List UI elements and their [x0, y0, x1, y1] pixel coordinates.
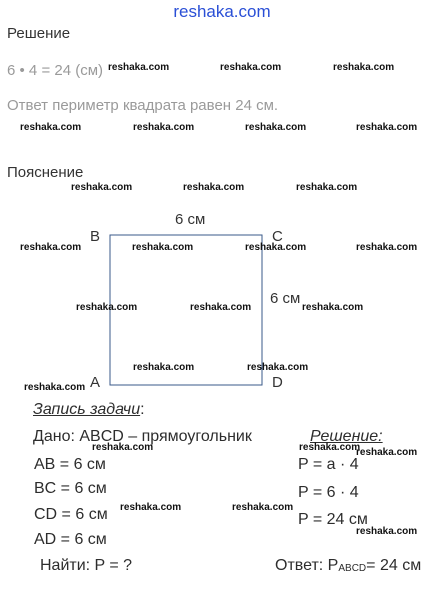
watermark: reshaka.com [232, 502, 294, 513]
watermark: reshaka.com [133, 122, 195, 133]
top-side-label: 6 см [175, 211, 206, 228]
watermark: reshaka.com [71, 182, 133, 193]
bc-line: BC = 6 см [34, 480, 107, 497]
formula-1: P = a · 4 [298, 456, 359, 473]
solution-heading: Решение [7, 25, 71, 42]
watermark: reshaka.com [183, 182, 245, 193]
vertex-a: A [90, 374, 101, 391]
watermark: reshaka.com [92, 442, 154, 453]
explanation-heading: Пояснение [7, 164, 84, 181]
solution-equation: 6 • 4 = 24 (см) [7, 62, 104, 79]
record-title: Запись задачи: [33, 401, 145, 418]
watermark: reshaka.com [20, 242, 82, 253]
watermark: reshaka.com [299, 442, 361, 453]
watermark: reshaka.com [247, 362, 309, 373]
watermark: reshaka.com [132, 242, 194, 253]
ad-line: AD = 6 см [34, 531, 107, 548]
vertex-b: B [90, 228, 101, 245]
watermark: reshaka.com [245, 122, 307, 133]
formula-2: P = 6 · 4 [298, 484, 359, 501]
watermark: reshaka.com [120, 502, 182, 513]
find-line: Найти: P = ? [40, 557, 133, 574]
watermark: reshaka.com [356, 122, 418, 133]
watermark: reshaka.com [333, 62, 395, 73]
right-side-label: 6 см [270, 290, 301, 307]
ab-line: AB = 6 см [34, 456, 106, 473]
watermark: reshaka.com [190, 302, 252, 313]
notes-answer: Ответ: PABCD= 24 см [275, 557, 422, 574]
watermark: reshaka.com [24, 382, 86, 393]
watermark: reshaka.com [20, 122, 82, 133]
watermark: reshaka.com [356, 242, 418, 253]
watermark: reshaka.com [302, 302, 364, 313]
notes-solution-title: Решение: [310, 428, 383, 445]
watermark: reshaka.com [296, 182, 358, 193]
cd-line: CD = 6 см [34, 506, 108, 523]
watermark: reshaka.com [133, 362, 195, 373]
given-line: Дано: ABCD – прямоугольник [33, 428, 252, 445]
watermark: reshaka.com [220, 62, 282, 73]
watermark: reshaka.com [108, 62, 170, 73]
formula-3: P = 24 см [298, 511, 368, 528]
vertex-d: D [272, 374, 283, 391]
watermark: reshaka.com [76, 302, 138, 313]
watermark: reshaka.com [356, 526, 418, 537]
site-title: reshaka.com [173, 2, 271, 21]
solution-answer: Ответ периметр квадрата равен 24 см. [7, 97, 279, 114]
vertex-c: C [272, 228, 283, 245]
watermark: reshaka.com [245, 242, 307, 253]
watermark: reshaka.com [356, 447, 418, 458]
